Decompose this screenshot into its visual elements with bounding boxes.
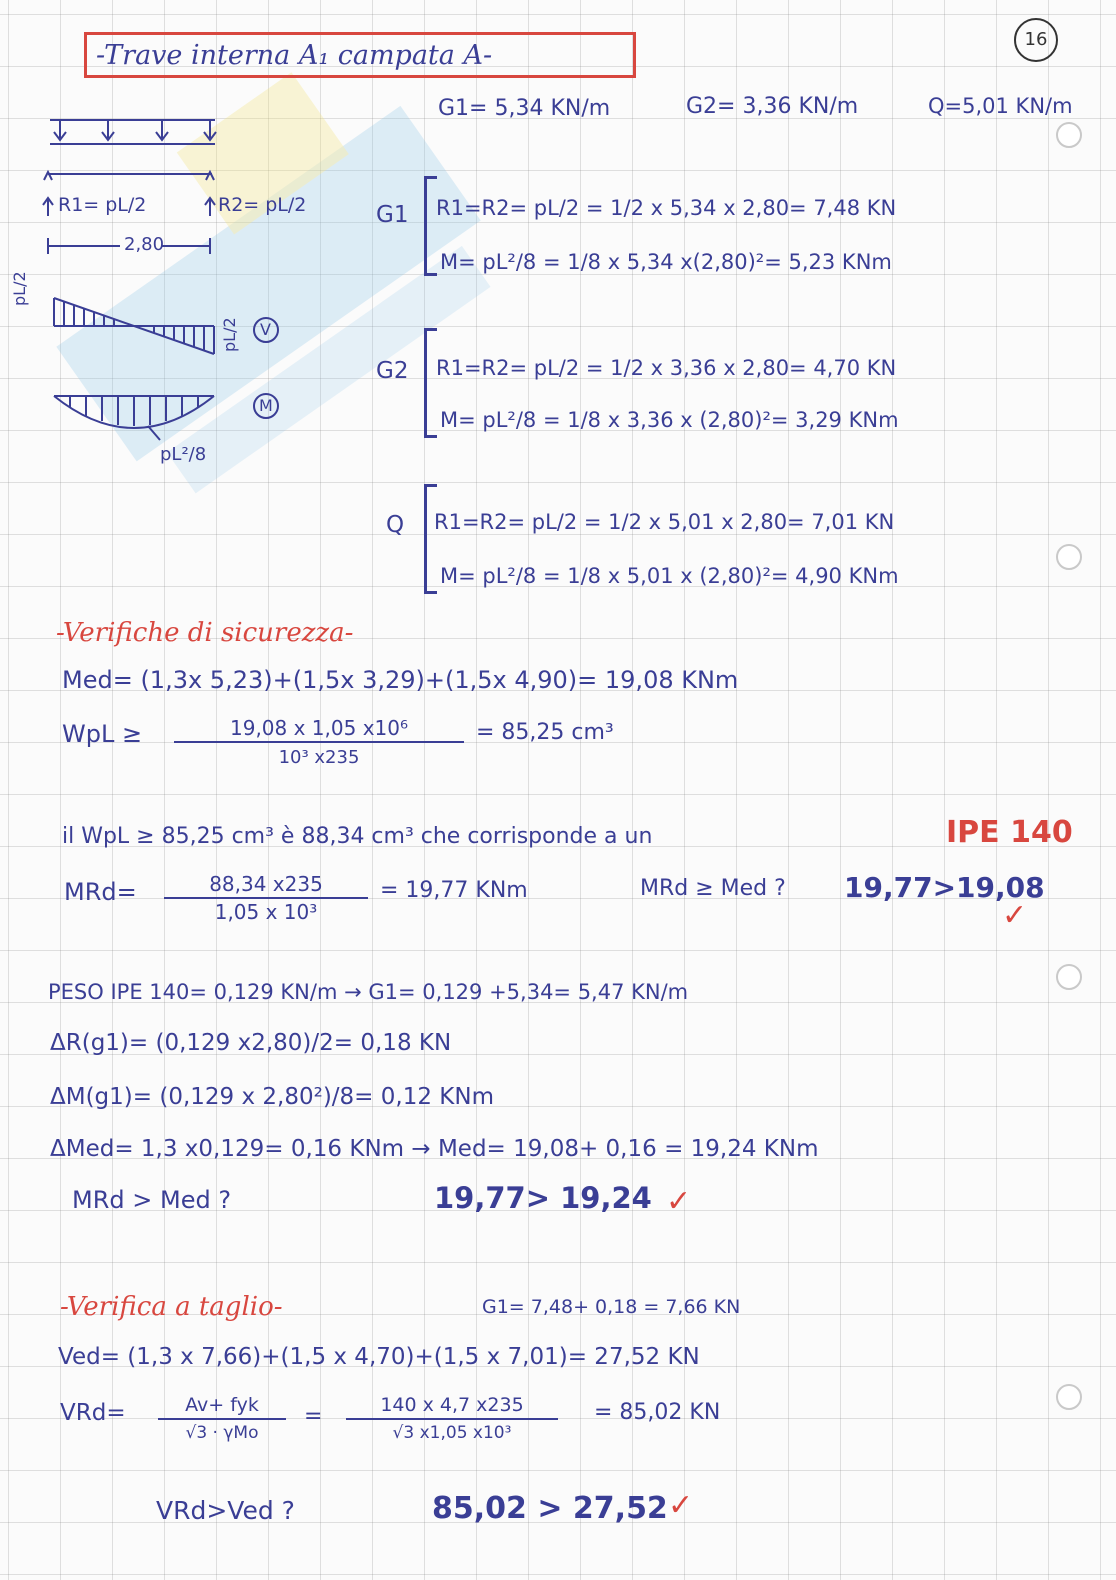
shear-g1-update: G1= 7,48+ 0,18 = 7,66 KN <box>482 1296 741 1318</box>
moment-label: pL²/8 <box>160 444 207 465</box>
checkmark-icon: ✓ <box>1002 898 1028 933</box>
section-title-safety: -Verifiche di sicurezza- <box>56 618 354 648</box>
mrd-question: MRd ≥ Med ? <box>640 876 786 901</box>
self-weight-check: 19,77> 19,24 <box>434 1181 652 1215</box>
calc-g1-moment: M= pL²/8 = 1/8 x 5,34 x(2,80)²= 5,23 KNm <box>440 250 892 274</box>
ved-equation: Ved= (1,3 x 7,66)+(1,5 x 4,70)+(1,5 x 7,01)= 27,52 KN <box>58 1344 700 1370</box>
calc-brace <box>424 328 437 438</box>
vrd-prefix: VRd= <box>60 1400 126 1426</box>
punch-hole <box>1056 1384 1082 1410</box>
checkmark-icon: ✓ <box>668 1488 694 1523</box>
med-equation: Med= (1,3x 5,23)+(1,5x 3,29)+(1,5x 4,90)= 19,08 KNm <box>62 666 739 694</box>
wpl-denominator: 10³ x235 <box>278 747 360 768</box>
vrd-numerator: Av+ fyk <box>185 1394 259 1416</box>
delta-moment: ΔM(g1)= (0,129 x 2,80²)/8= 0,12 KNm <box>50 1084 494 1110</box>
vrd-fraction-numeric <box>346 1396 558 1442</box>
punch-hole <box>1056 122 1082 148</box>
punch-hole <box>1056 544 1082 570</box>
mrd-check: 19,77>19,08 <box>844 871 1045 904</box>
mrd-prefix: MRd= <box>64 878 137 906</box>
self-weight: PESO IPE 140= 0,129 KN/m → G1= 0,129 +5,34= 5,47 KN/m <box>48 980 689 1004</box>
calc-g2-reaction: R1=R2= pL/2 = 1/2 x 3,36 x 2,80= 4,70 KN <box>436 356 897 380</box>
mrd-fraction <box>164 874 368 922</box>
vrd-equals: = <box>304 1404 323 1429</box>
vrd-numerator-value: 140 x 4,7 x235 <box>380 1394 524 1416</box>
delta-reaction: ΔR(g1)= (0,129 x2,80)/2= 0,18 KN <box>50 1030 452 1056</box>
self-weight-question: MRd > Med ? <box>72 1186 232 1214</box>
punch-hole <box>1056 964 1082 990</box>
vrd-denominator-value: √3 x1,05 x10³ <box>392 1423 512 1443</box>
calc-q-moment: M= pL²/8 = 1/8 x 5,01 x (2,80)²= 4,90 KNm <box>440 564 899 588</box>
calc-label-q: Q <box>386 512 405 538</box>
reaction-r1: R1= pL/2 <box>58 194 147 216</box>
load-g2: G2= 3,36 KN/m <box>686 94 859 119</box>
profile-name: IPE 140 <box>946 815 1073 850</box>
calc-label-g2: G2 <box>376 358 409 384</box>
calc-brace <box>424 176 437 276</box>
profile-choice: il WpL ≥ 85,25 cm³ è 88,34 cm³ che corrisponde a un <box>62 824 653 849</box>
shear-check: 85,02 > 27,52 <box>432 1491 668 1526</box>
load-g1: G1= 5,34 KN/m <box>438 96 611 121</box>
page-title: -Trave interna A₁ campata A- <box>96 40 493 71</box>
span-length: 2,80 <box>124 234 165 255</box>
moment-symbol: M <box>259 396 273 415</box>
wpl-prefix: WpL ≥ <box>62 720 143 748</box>
mrd-denominator: 1,05 x 10³ <box>214 900 318 924</box>
calc-label-g1: G1 <box>376 202 409 228</box>
wpl-numerator: 19,08 x 1,05 x10⁶ <box>230 716 408 740</box>
shear-symbol: V <box>260 320 271 339</box>
section-title-shear: -Verifica a taglio- <box>60 1292 283 1322</box>
calc-g1-reaction: R1=R2= pL/2 = 1/2 x 5,34 x 2,80= 7,48 KN <box>436 196 897 220</box>
vrd-denominator: √3 · γMo <box>185 1423 259 1443</box>
calc-brace <box>424 484 437 594</box>
mrd-result: = 19,77 KNm <box>380 878 528 903</box>
shear-label-top: pL/2 <box>10 271 29 306</box>
wpl-result: = 85,25 cm³ <box>476 720 614 745</box>
load-q: Q=5,01 KN/m <box>928 94 1073 118</box>
checkmark-icon: ✓ <box>666 1184 692 1219</box>
mrd-numerator: 88,34 x235 <box>209 872 323 896</box>
reaction-r2: R2= pL/2 <box>218 194 307 216</box>
calc-g2-moment: M= pL²/8 = 1/8 x 3,36 x (2,80)²= 3,29 KNm <box>440 408 899 432</box>
beam-diagram <box>40 110 290 470</box>
calc-q-reaction: R1=R2= pL/2 = 1/2 x 5,01 x 2,80= 7,01 KN <box>434 510 895 534</box>
vrd-result: = 85,02 KN <box>594 1400 721 1425</box>
shear-question: VRd>Ved ? <box>156 1496 295 1525</box>
delta-med: ΔMed= 1,3 x0,129= 0,16 KNm → Med= 19,08+ 0,16 = 19,24 KNm <box>50 1136 819 1162</box>
vrd-fraction-symbolic <box>158 1396 286 1442</box>
wpl-fraction <box>174 718 464 767</box>
page-number: 16 <box>1014 18 1058 62</box>
shear-label-bottom: pL/2 <box>220 317 239 352</box>
